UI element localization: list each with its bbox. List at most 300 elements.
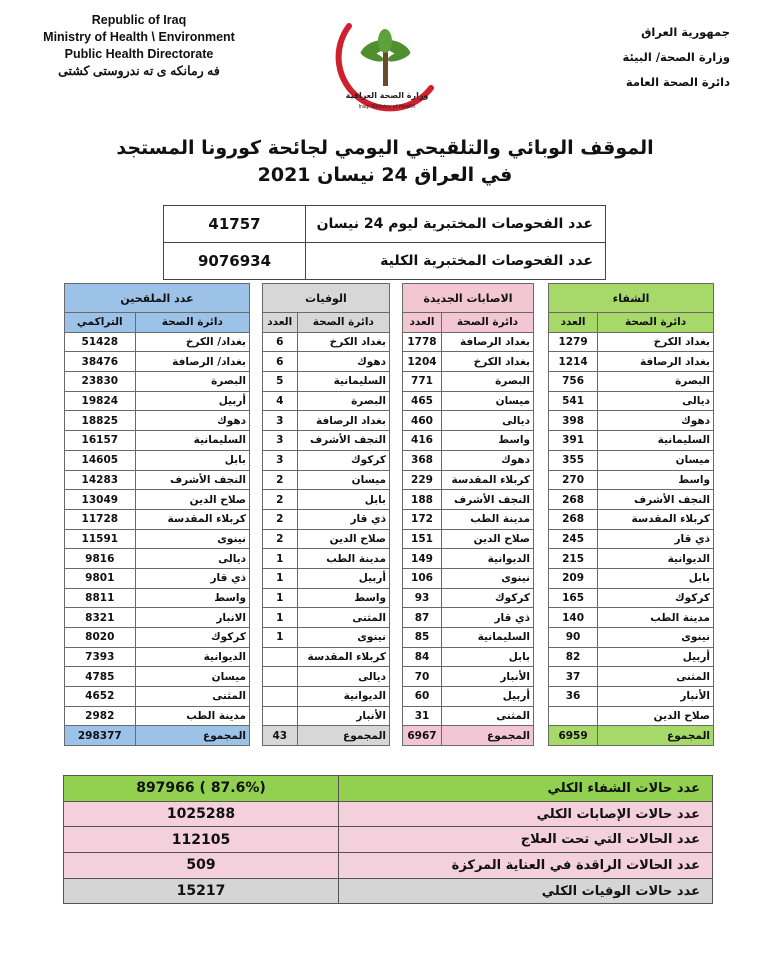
region-count: 8020 (65, 628, 136, 648)
region-name: نينوى (297, 628, 389, 648)
region-count (263, 647, 298, 667)
region-name: نينوى (598, 628, 714, 648)
region-count: 188 (403, 490, 442, 510)
summary-row (64, 878, 713, 904)
region-name: نينوى (135, 529, 249, 549)
region-count: 7393 (65, 647, 136, 667)
table-row (65, 647, 250, 667)
block-title: عدد الملقحين (65, 284, 250, 313)
region-count: 51428 (65, 332, 136, 352)
table-row (263, 372, 390, 392)
region-count: 1214 (549, 352, 598, 372)
region-name: السليمانية (598, 431, 714, 451)
ministry-logo (327, 14, 445, 118)
table-row (549, 529, 714, 549)
region-name: البصرة (297, 391, 389, 411)
region-name: المثنى (135, 687, 249, 707)
region-name: أربيل (135, 391, 249, 411)
region-count: 14283 (65, 470, 136, 490)
region-name: واسط (442, 431, 534, 451)
summary-table (63, 775, 713, 904)
table-row (65, 588, 250, 608)
table-row (164, 243, 606, 280)
table-row (263, 411, 390, 431)
tests-daily-label: عدد الفحوصات المختبرية ليوم 24 نيسان (306, 206, 606, 243)
region-count: 172 (403, 509, 442, 529)
region-name: كركوك (135, 628, 249, 648)
table-row (549, 687, 714, 707)
header-english (28, 12, 250, 80)
table-row (549, 332, 714, 352)
table-row (263, 628, 390, 648)
region-count: 90 (549, 628, 598, 648)
table-row (403, 706, 534, 726)
tests-daily-value: 41757 (164, 206, 306, 243)
region-count: 355 (549, 450, 598, 470)
table-row (403, 608, 534, 628)
table-row (65, 450, 250, 470)
block-title: الشفاء (549, 284, 714, 313)
region-count: 398 (549, 411, 598, 431)
table-row (549, 568, 714, 588)
region-count: 2 (263, 529, 298, 549)
region-name: السليمانية (297, 372, 389, 392)
table-row (65, 549, 250, 569)
region-count: 6 (263, 332, 298, 352)
recovered-table (548, 283, 714, 746)
region-count: 416 (403, 431, 442, 451)
region-name: كركوك (598, 588, 714, 608)
region-name: المثنى (442, 706, 534, 726)
region-name: البصرة (442, 372, 534, 392)
region-count: 2 (263, 509, 298, 529)
region-name: ديالى (442, 411, 534, 431)
region-name: دهوك (297, 352, 389, 372)
logo-text: وزارة الصحة العراقية (345, 91, 429, 100)
region-count: 6 (263, 352, 298, 372)
table-row (403, 431, 534, 451)
region-count: 1 (263, 568, 298, 588)
table-row (164, 206, 606, 243)
summary-label: عدد الحالات الراقدة في العناية المركزة (339, 853, 713, 879)
table-row (403, 687, 534, 707)
summary-label: عدد حالات الوفيات الكلي (339, 878, 713, 904)
region-name: ميسان (135, 667, 249, 687)
region-count: 149 (403, 549, 442, 569)
region-count: 270 (549, 470, 598, 490)
region-name: الأنبار (442, 667, 534, 687)
region-count: 229 (403, 470, 442, 490)
region-count: 2 (263, 490, 298, 510)
region-count: 1778 (403, 332, 442, 352)
region-count: 2982 (65, 706, 136, 726)
table-row (263, 647, 390, 667)
page-title: الموقف الوبائي والتلقيحي اليومي لجائحة كورونا المستجد (116, 137, 654, 159)
region-count: 16157 (65, 431, 136, 451)
table-row (403, 529, 534, 549)
table-row (263, 431, 390, 451)
region-count: 60 (403, 687, 442, 707)
region-count: 1279 (549, 332, 598, 352)
region-name: كربلاء المقدسة (598, 509, 714, 529)
region-name: دهوك (442, 450, 534, 470)
block-header-row (549, 284, 714, 313)
table-row (549, 628, 714, 648)
logo-subtext: Iraqi Ministry of Health (358, 104, 416, 110)
region-name: بغداد/ الكرخ (135, 332, 249, 352)
table-row (263, 490, 390, 510)
region-count (549, 706, 598, 726)
column-header-count: العدد (263, 313, 298, 333)
table-row (65, 490, 250, 510)
region-name: النجف الأشرف (442, 490, 534, 510)
region-count: 4 (263, 391, 298, 411)
deaths-table (262, 283, 390, 746)
column-header-count: العدد (549, 313, 598, 333)
table-row (263, 588, 390, 608)
table-row (549, 549, 714, 569)
summary-label: عدد الحالات التي تحت العلاج (339, 827, 713, 853)
region-count: 1 (263, 628, 298, 648)
region-count: 460 (403, 411, 442, 431)
total-row (403, 726, 534, 746)
table-row (549, 588, 714, 608)
summary-value: 112105 (64, 827, 339, 853)
region-name: كركوك (297, 450, 389, 470)
region-count: 23830 (65, 372, 136, 392)
total-value: 298377 (65, 726, 136, 746)
table-row (65, 509, 250, 529)
summary-row (64, 827, 713, 853)
table-row (403, 568, 534, 588)
table-row (65, 332, 250, 352)
table-row (65, 706, 250, 726)
header-line: فه رمانكه ى ته ندروستى كشتى (58, 64, 220, 78)
table-row (403, 628, 534, 648)
header-line: وزارة الصحة/ البيئة (622, 50, 730, 64)
total-value: 43 (263, 726, 298, 746)
region-name: الانبار (135, 608, 249, 628)
table-row (549, 352, 714, 372)
column-header-name: دائرة الصحة (598, 313, 714, 333)
table-row (65, 529, 250, 549)
column-header-count: التراكمي (65, 313, 136, 333)
region-count: 1 (263, 608, 298, 628)
region-name: أربيل (442, 687, 534, 707)
region-name: ديالى (297, 667, 389, 687)
region-count: 1 (263, 549, 298, 569)
region-name: ميسان (297, 470, 389, 490)
region-count: 85 (403, 628, 442, 648)
column-header-row (65, 313, 250, 333)
table-row (263, 509, 390, 529)
total-row (65, 726, 250, 746)
region-count: 209 (549, 568, 598, 588)
region-name: البصرة (135, 372, 249, 392)
region-count: 391 (549, 431, 598, 451)
table-row (65, 608, 250, 628)
region-count: 8321 (65, 608, 136, 628)
total-row (549, 726, 714, 746)
region-name: مدينة الطب (297, 549, 389, 569)
region-count: 140 (549, 608, 598, 628)
table-row (403, 588, 534, 608)
region-count: 151 (403, 529, 442, 549)
region-name: النجف الأشرف (297, 431, 389, 451)
region-name: النجف الأشرف (135, 470, 249, 490)
total-value: 6967 (403, 726, 442, 746)
region-count: 8811 (65, 588, 136, 608)
region-name: النجف الأشرف (598, 490, 714, 510)
summary-value: (87.6% ) 897966 (64, 776, 339, 802)
table-row (65, 391, 250, 411)
table-row (65, 352, 250, 372)
region-name: كركوك (442, 588, 534, 608)
region-count: 70 (403, 667, 442, 687)
summary-label: عدد حالات الإصابات الكلي (339, 801, 713, 827)
table-row (263, 687, 390, 707)
header-line: جمهورية العراق (641, 25, 730, 39)
region-count: 3 (263, 431, 298, 451)
table-row (403, 647, 534, 667)
table-row (65, 411, 250, 431)
table-row (549, 667, 714, 687)
table-row (403, 490, 534, 510)
region-count: 9816 (65, 549, 136, 569)
total-label: المجموع (135, 726, 249, 746)
table-row (549, 372, 714, 392)
table-row (549, 647, 714, 667)
table-row (263, 450, 390, 470)
region-name: كربلاء المقدسة (442, 470, 534, 490)
region-name: المثنى (598, 667, 714, 687)
region-count: 11591 (65, 529, 136, 549)
table-row (403, 391, 534, 411)
table-row (65, 372, 250, 392)
table-row (403, 470, 534, 490)
region-name: دهوك (598, 411, 714, 431)
block-title: الاصابات الجديدة (403, 284, 534, 313)
region-name: كربلاء المقدسة (297, 647, 389, 667)
column-header-row (263, 313, 390, 333)
region-name: ذي قار (442, 608, 534, 628)
header-line: دائرة الصحة العامة (625, 75, 730, 89)
table-row (403, 667, 534, 687)
total-row (263, 726, 390, 746)
region-count: 756 (549, 372, 598, 392)
region-count: 3 (263, 450, 298, 470)
summary-value: 509 (64, 853, 339, 879)
table-row (403, 332, 534, 352)
table-row (263, 706, 390, 726)
region-count (263, 667, 298, 687)
region-name: صلاح الدين (598, 706, 714, 726)
table-row (263, 352, 390, 372)
region-count: 5 (263, 372, 298, 392)
region-name: بغداد الكرخ (297, 332, 389, 352)
region-count: 1 (263, 588, 298, 608)
region-count: 14605 (65, 450, 136, 470)
vaccinated-table (64, 283, 250, 746)
region-name: أربيل (598, 647, 714, 667)
region-count: 84 (403, 647, 442, 667)
region-name: أربيل (297, 568, 389, 588)
palm-trunk (383, 52, 388, 86)
region-name: الديوانية (297, 687, 389, 707)
region-name: بابل (442, 647, 534, 667)
region-name: صلاح الدين (442, 529, 534, 549)
region-name: البصرة (598, 372, 714, 392)
region-name: بغداد الكرخ (442, 352, 534, 372)
region-name: صلاح الدين (135, 490, 249, 510)
region-count: 2 (263, 470, 298, 490)
region-count: 368 (403, 450, 442, 470)
region-name: بغداد/ الرصافة (135, 352, 249, 372)
table-row (65, 687, 250, 707)
region-name: ميسان (442, 391, 534, 411)
region-name: واسط (297, 588, 389, 608)
total-label: المجموع (598, 726, 714, 746)
total-value: 6959 (549, 726, 598, 746)
region-count: 268 (549, 490, 598, 510)
region-count: 1204 (403, 352, 442, 372)
region-name: الديوانية (442, 549, 534, 569)
block-header-row (263, 284, 390, 313)
region-count: 541 (549, 391, 598, 411)
region-name: بابل (135, 450, 249, 470)
region-name: بغداد الرصافة (598, 352, 714, 372)
region-count: 38476 (65, 352, 136, 372)
header-line: Republic of Iraq (91, 13, 187, 27)
region-count (263, 706, 298, 726)
table-row (263, 529, 390, 549)
table-row (263, 667, 390, 687)
table-row (65, 667, 250, 687)
region-name: نينوى (442, 568, 534, 588)
region-name: الأنبار (598, 687, 714, 707)
lab-tests-table (163, 205, 606, 280)
summary-row (64, 776, 713, 802)
header-line: Ministry of Health \ Environment (43, 30, 235, 44)
region-count: 106 (403, 568, 442, 588)
region-name: الأنبار (297, 706, 389, 726)
region-name: مدينة الطب (135, 706, 249, 726)
column-header-name: دائرة الصحة (135, 313, 249, 333)
region-name: السليمانية (442, 628, 534, 648)
block-header-row (65, 284, 250, 313)
region-name: دهوك (135, 411, 249, 431)
table-row (403, 549, 534, 569)
column-header-name: دائرة الصحة (297, 313, 389, 333)
table-row (263, 332, 390, 352)
region-name: واسط (598, 470, 714, 490)
tests-total-value: 9076934 (164, 243, 306, 280)
total-label: المجموع (297, 726, 389, 746)
table-row (549, 391, 714, 411)
region-name: ديالى (135, 549, 249, 569)
table-row (263, 568, 390, 588)
column-header-name: دائرة الصحة (442, 313, 534, 333)
region-count: 31 (403, 706, 442, 726)
region-name: بغداد الكرخ (598, 332, 714, 352)
tests-total-label: عدد الفحوصات المختبرية الكلية (306, 243, 606, 280)
region-count: 9801 (65, 568, 136, 588)
region-name: واسط (135, 588, 249, 608)
header-line: Public Health Directorate (64, 47, 214, 61)
table-row (65, 470, 250, 490)
region-name: بابل (598, 568, 714, 588)
summary-row (64, 801, 713, 827)
table-row (263, 391, 390, 411)
region-count: 93 (403, 588, 442, 608)
table-row (263, 608, 390, 628)
table-row (403, 372, 534, 392)
region-name: ذي قار (598, 529, 714, 549)
region-count: 215 (549, 549, 598, 569)
table-row (403, 450, 534, 470)
table-row (549, 450, 714, 470)
region-count (263, 687, 298, 707)
table-row (403, 352, 534, 372)
table-row (549, 706, 714, 726)
table-row (65, 568, 250, 588)
region-count: 82 (549, 647, 598, 667)
region-name: بغداد الرصافة (442, 332, 534, 352)
table-row (403, 411, 534, 431)
region-name: ذي قار (135, 568, 249, 588)
block-header-row (403, 284, 534, 313)
column-header-count: العدد (403, 313, 442, 333)
region-name: الديوانية (135, 647, 249, 667)
region-count: 13049 (65, 490, 136, 510)
region-count: 37 (549, 667, 598, 687)
table-row (263, 470, 390, 490)
region-name: الديوانية (598, 549, 714, 569)
summary-row (64, 853, 713, 879)
region-count: 4785 (65, 667, 136, 687)
total-label: المجموع (442, 726, 534, 746)
region-name: مدينة الطب (442, 509, 534, 529)
table-row (65, 628, 250, 648)
summary-label: عدد حالات الشفاء الكلي (339, 776, 713, 802)
column-header-row (549, 313, 714, 333)
region-count: 465 (403, 391, 442, 411)
region-count: 19824 (65, 391, 136, 411)
region-count: 245 (549, 529, 598, 549)
table-row (403, 509, 534, 529)
region-name: المثنى (297, 608, 389, 628)
block-title: الوفيات (263, 284, 390, 313)
region-name: مدينة الطب (598, 608, 714, 628)
region-count: 87 (403, 608, 442, 628)
column-header-row (403, 313, 534, 333)
new-cases-table (402, 283, 534, 746)
region-name: السليمانية (135, 431, 249, 451)
region-name: بغداد الرصافة (297, 411, 389, 431)
region-name: صلاح الدين (297, 529, 389, 549)
region-name: ميسان (598, 450, 714, 470)
region-count: 3 (263, 411, 298, 431)
region-name: كربلاء المقدسة (135, 509, 249, 529)
table-row (549, 509, 714, 529)
region-count: 165 (549, 588, 598, 608)
summary-value: 15217 (64, 878, 339, 904)
table-row (263, 549, 390, 569)
region-name: ديالى (598, 391, 714, 411)
region-name: بابل (297, 490, 389, 510)
table-row (549, 411, 714, 431)
table-row (549, 608, 714, 628)
